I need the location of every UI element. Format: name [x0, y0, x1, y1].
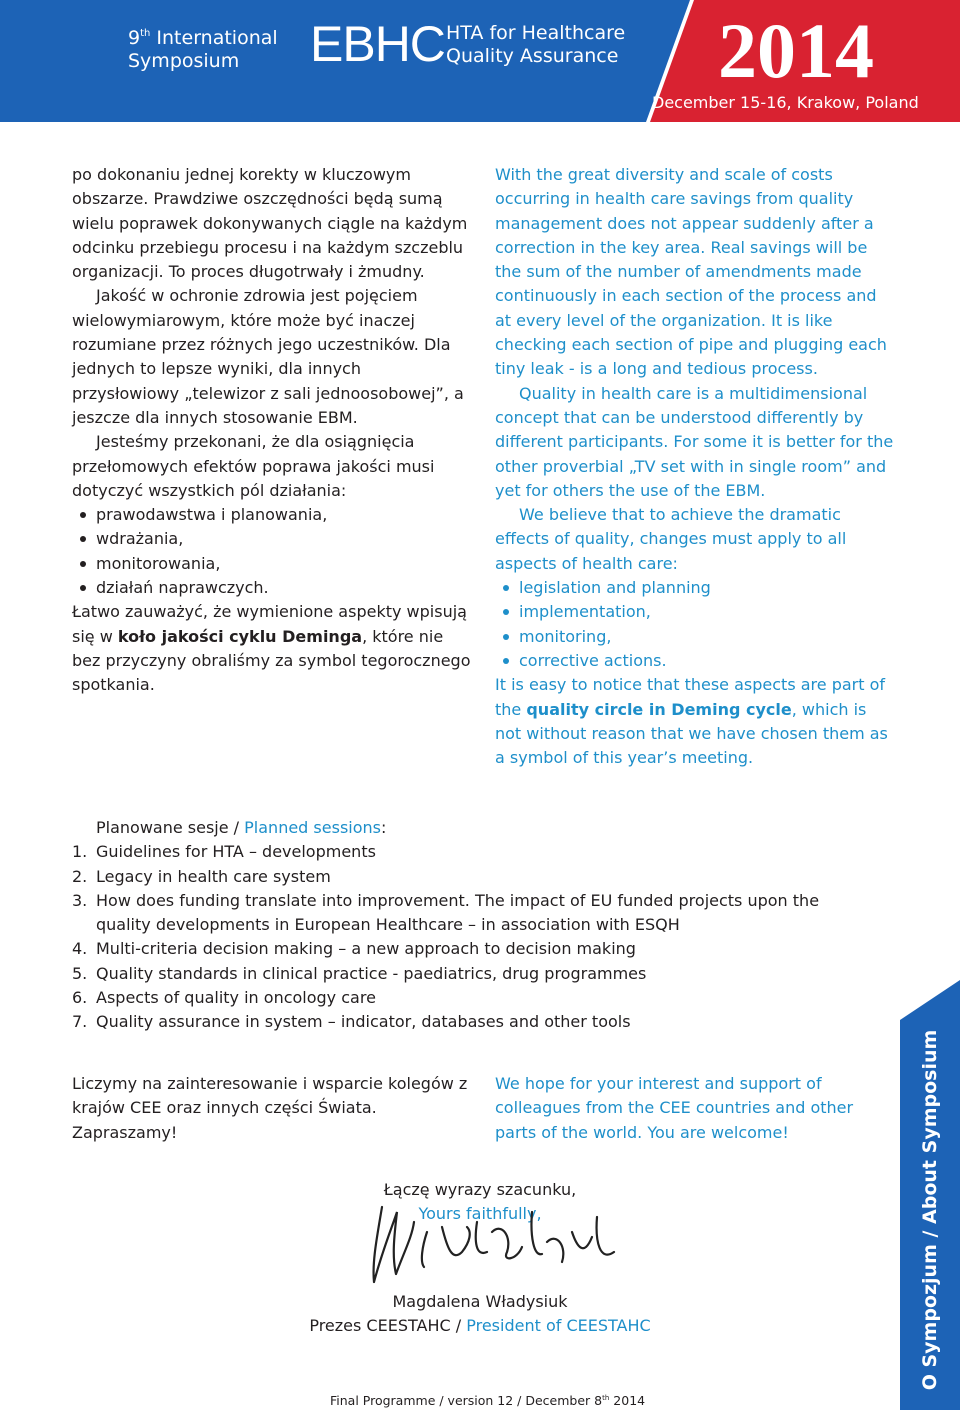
closing-pl: [72, 1072, 472, 1145]
side-tab-label: O Sympozjum / About Symposium: [919, 1029, 941, 1391]
en-paragraph-2: Quality in health care is a multidimensional concept that can be understood differently by different participants. For some it is better for the other proverbial „TV set with in single room” and yet for others the use of the EBM.: [495, 383, 894, 500]
greeting-pl: Łączę wyrazy szacunku,: [383, 1180, 577, 1199]
pl-bullet-list: [72, 503, 472, 600]
list-item: implementation,: [495, 600, 895, 624]
list-item: działań naprawczych.: [72, 576, 472, 600]
closing-pl-text: Liczymy na zainteresowanie i wsparcie kolegów z krajów CEE oraz innych części Świata. Zapraszamy!: [72, 1074, 468, 1142]
pl-paragraph-3: Jesteśmy przekonani, że dla osiągnięcia przełomowych efektów poprawa jakości musi dotyczyć wszystkich pól działania:: [72, 432, 435, 500]
list-item: prawodawstwa i planowania,: [72, 503, 472, 527]
session-item: 1. Guidelines for HTA – developments: [72, 842, 376, 862]
en-paragraph-4: It is easy to notice that these aspects are part of the quality circle in Deming cycle, which is not without reason that we have chosen them as a symbol of this year’s meeting.: [495, 675, 888, 768]
signatory: [250, 1290, 710, 1338]
session-item: 6. Aspects of quality in oncology care: [72, 988, 376, 1008]
en-bullet-list: [495, 576, 895, 673]
session-item: 2. Legacy in health care system: [72, 866, 331, 886]
session-item: 4. Multi-criteria decision making – a new approach to decision making: [72, 939, 636, 959]
list-item: monitoring,: [495, 625, 895, 649]
pl-paragraph-2: Jakość w ochronie zdrowia jest pojęciem wielowymiarowym, które może być inaczej rozumiane przez różnych jego uczestników. Dla jednych to lepsze wyniki, dla innych przysłowiowy „telewizor z sali jednoosobowej”, a jeszcze dla innych stosowanie EBM.: [72, 286, 464, 427]
list-item: corrective actions.: [495, 649, 895, 673]
hta-subtitle: HTA for Healthcare Quality Assurance: [446, 22, 626, 67]
greeting-en: Yours faithfully,: [418, 1204, 542, 1223]
handwritten-signature: [352, 1192, 652, 1292]
header-banner: [0, 0, 960, 122]
ebhc-logo: EBHC: [310, 16, 445, 72]
polish-column: [72, 163, 472, 698]
event-year: 2014: [718, 7, 874, 94]
pl-paragraph-1: po dokonaniu jednej korekty w kluczowym obszarze. Prawdziwe oszczędności będą sumą wielu poprawek dokonywanych ciągle na każdym odcinku przebiegu procesu i na każdym szczeblu organizacji. To proces długotrwały i żmudny.: [72, 165, 468, 282]
list-item: monitorowania,: [72, 552, 472, 576]
closing-en-text: We hope for your interest and support of colleagues from the CEE countries and other parts of the world. You are welcome!: [495, 1074, 854, 1142]
en-paragraph-3: We believe that to achieve the dramatic effects of quality, changes must apply to all aspects of health care:: [495, 505, 847, 573]
signatory-name: Magdalena Władysiuk: [392, 1292, 568, 1311]
pl-paragraph-4: Łatwo zauważyć, że wymienione aspekty wpisują się w koło jakości cyklu Deminga, które nie bez przyczyny obraliśmy za symbol tegorocznego spotkania.: [72, 602, 471, 695]
sessions-heading: Planowane sesje / Planned sessions:: [96, 818, 387, 837]
en-paragraph-1: With the great diversity and scale of costs occurring in health care savings from quality management does not appear suddenly after a correction in the key area. Real savings will be the sum of the number of amendments made continuously in each section of the process and at every level of the organization. It is like checking each section of pipe and plugging each tiny leak - is a long and tedious process.: [495, 165, 887, 379]
list-item: legislation and planning: [495, 576, 895, 600]
closing-en: [495, 1072, 895, 1145]
footer-version: Final Programme / version 12 / December 8th 2014: [330, 1393, 646, 1408]
planned-sessions: [72, 816, 876, 1035]
english-column: [495, 163, 895, 770]
session-item: 5. Quality standards in clinical practice - paediatrics, drug programmes: [72, 963, 647, 983]
event-date-location: December 15-16, Krakow, Poland: [652, 93, 919, 112]
session-item: 3. How does funding translate into improvement. The impact of EU funded projects upon the quality developments in European Healthcare – in association with ESQH: [72, 890, 820, 935]
list-item: wdrażania,: [72, 527, 472, 551]
signatory-title: Prezes CEESTAHC / President of CEESTAHC: [309, 1316, 651, 1335]
session-item: 7. Quality assurance in system – indicator, databases and other tools: [72, 1012, 631, 1032]
symposium-title: 9th International Symposium: [128, 27, 278, 72]
